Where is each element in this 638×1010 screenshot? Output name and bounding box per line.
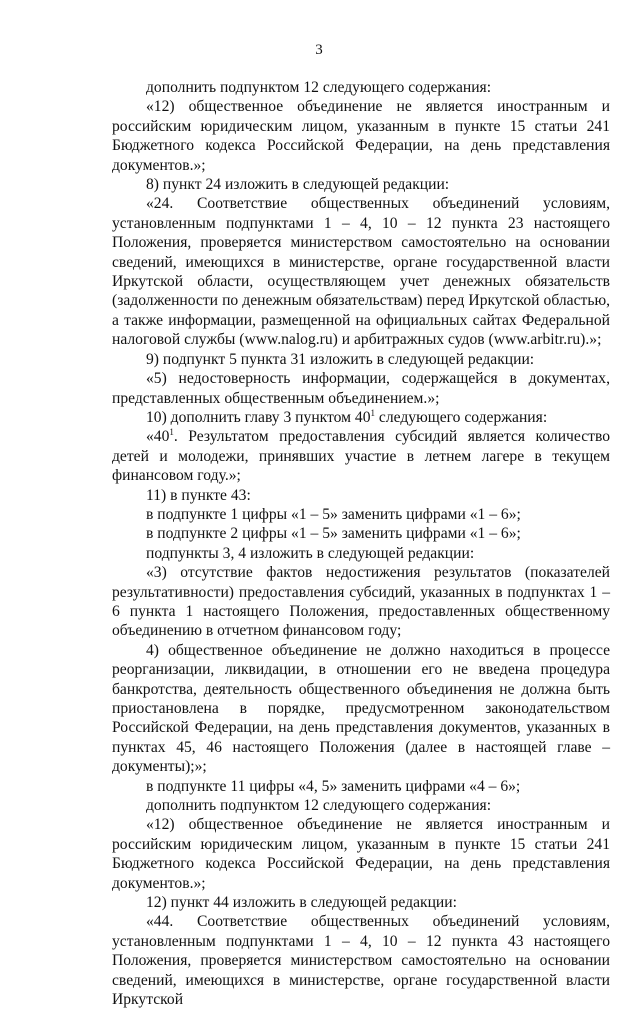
paragraph-7: 10) дополнить главу 3 пунктом $40^1$ следующего содержания: [146, 407, 548, 426]
paragraph-3: 8) пункт 24 изложить в следующей редакции: [146, 176, 450, 194]
paragraph-5: 9) подпункт 5 пункта 31 изложить в следующей редакции: [146, 350, 535, 368]
paragraph-1: дополнить подпунктом 12 следующего содержания: [146, 79, 492, 96]
paragraph-4: «24. Соответствие общественных объединений условиям, установленным подпунктами 1 – 4, 10 – 12 пункта 23 настоящего Положения, проверяется министерством самостоятельно на основании сведений, имеющихся в министерстве, органе государственной власти Иркутской области, осуществляющем учет денежных обязательств (задолженности по денежным обязательствам) перед Иркутской областью, а также информации, размещенной на официальных сайтах Федеральной налоговой службы (www.nalog.ru) и арбитражных судов (www.arbitr.ru).»; [112, 195, 610, 349]
paragraph-2: «12) общественное объединение не является иностранным и российским юридическим лицом, указанным в пункте 15 статьи 241 Бюджетного кодекса Российской Федерации, на день представления документов.»; [112, 98, 610, 174]
paragraph-14: 4) общественное объединение не должно находиться в процессе реорганизации, ликвидации, в отношении его не введена процедура банкротства, деятельность общественного объединения не должна быть приостановлена в порядке, предусмотренном законодательством Российской Федерации, на день представления документов, указанных в пунктах 45, 46 настоящего Положения (далее в настоящей главе – документы);»; [112, 641, 610, 776]
superscript-one: 1 [169, 427, 174, 438]
document-body [112, 78, 610, 1010]
paragraph-17: «12) общественное объединение не является иностранным и российским юридическим лицом, указанным в пункте 15 статьи 241 Бюджетного кодекса Российской Федерации, на день представления документов.»; [112, 816, 610, 892]
superscript-one: 1 [370, 407, 376, 418]
paragraph-11: в подпункте 2 цифры «1 – 5» заменить цифрами «1 – 6»; [146, 525, 521, 543]
paragraph-8: «$40^1$. Результатом предоставления субсидий является количество детей и молодежи, принявших участие в летнем лагере в текущем финансовом году.»; [112, 427, 610, 485]
paragraph-18: 12) пункт 44 изложить в следующей редакции: [146, 894, 457, 912]
paragraph-6: «5) недостоверность информации, содержащейся в документах, представленных общественным объединением.»; [112, 370, 610, 407]
paragraph-15: в подпункте 11 цифры «4, 5» заменить цифрами «4 – 6»; [146, 777, 521, 795]
paragraph-13: «3) отсутствие фактов недостижения результатов (показателей результативности) предоставления субсидий, указанных в подпунктах 1 – 6 пункта 1 настоящего Положения, предоставленных общественному объединению в отчетном финансовом году; [112, 564, 610, 640]
paragraph-9: 11) в пункте 43: [146, 486, 251, 504]
paragraph-16: дополнить подпунктом 12 следующего содержания: [146, 797, 492, 815]
page-number: 3 [315, 42, 323, 58]
paragraph-12: подпункты 3, 4 изложить в следующей редакции: [146, 544, 475, 562]
paragraph-19: «44. Соответствие общественных объединений условиям, установленным подпунктами 1 – 4, 10 – 12 пункта 43 настоящего Положения, проверяется министерством самостоятельно на основании сведений, имеющихся в министерстве, органе государственной власти Иркутской [112, 913, 610, 1009]
paragraph-10: в подпункте 1 цифры «1 – 5» заменить цифрами «1 – 6»; [146, 505, 521, 523]
